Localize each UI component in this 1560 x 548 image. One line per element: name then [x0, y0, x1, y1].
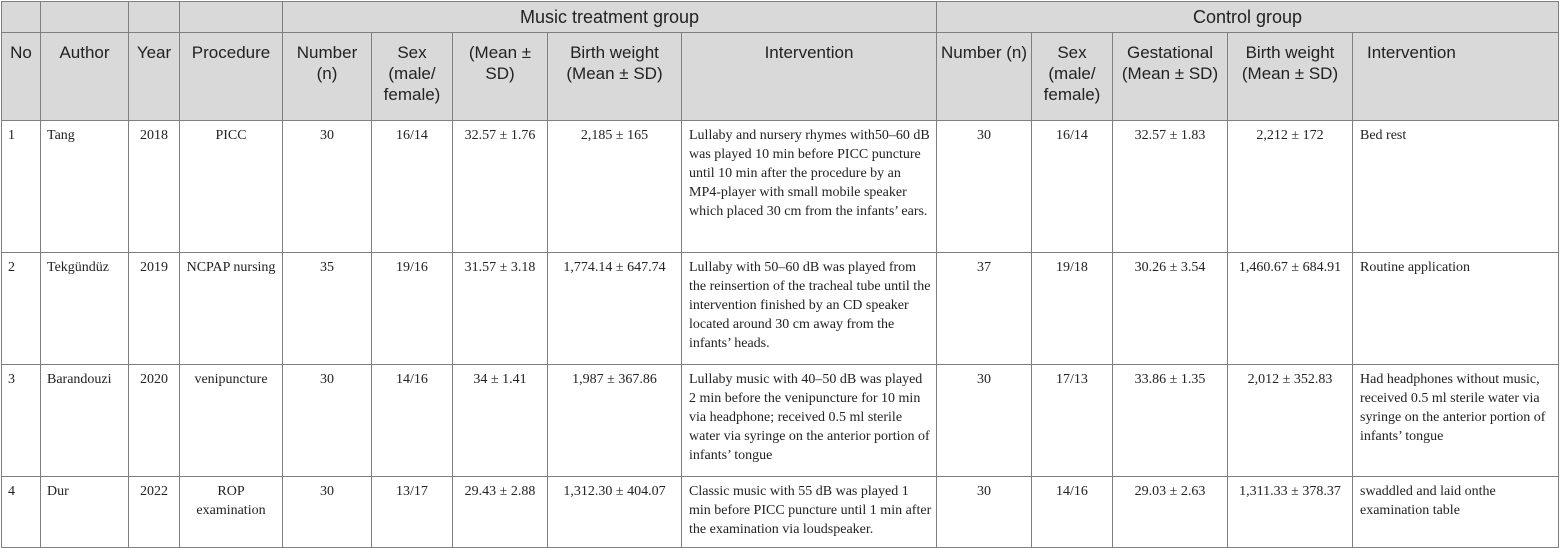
cell-year: 2018 — [129, 121, 180, 253]
cell-no: 4 — [2, 477, 41, 548]
cell-music-birth-weight: 1,774.14 ± 647.74 — [548, 253, 682, 365]
blank-header-year — [129, 2, 180, 33]
cell-year: 2019 — [129, 253, 180, 365]
col-header-music-sex: Sex (male/ female) — [372, 33, 453, 121]
cell-author: Barandouzi — [41, 365, 129, 477]
cell-control-number: 30 — [937, 477, 1032, 548]
cell-control-sex: 14/16 — [1032, 477, 1113, 548]
col-header-music-birth-weight: Birth weight (Mean ± SD) — [548, 33, 682, 121]
cell-music-sex: 13/17 — [372, 477, 453, 548]
cell-music-gestational: 31.57 ± 3.18 — [453, 253, 548, 365]
cell-music-sex: 14/16 — [372, 365, 453, 477]
col-header-author: Author — [41, 33, 129, 121]
cell-author: Tang — [41, 121, 129, 253]
col-header-year: Year — [129, 33, 180, 121]
cell-no: 2 — [2, 253, 41, 365]
table-row — [2, 365, 1559, 477]
cell-music-sex: 16/14 — [372, 121, 453, 253]
cell-music-number: 35 — [283, 253, 372, 365]
blank-header-procedure — [180, 2, 283, 33]
col-header-procedure: Procedure — [180, 33, 283, 121]
cell-control-intervention: Bed rest — [1353, 121, 1559, 253]
col-header-no: No — [2, 33, 41, 121]
cell-control-birth-weight: 1,311.33 ± 378.37 — [1228, 477, 1353, 548]
cell-music-gestational: 34 ± 1.41 — [453, 365, 548, 477]
col-header-control-sex: Sex (male/ female) — [1032, 33, 1113, 121]
group-header-row — [2, 2, 1559, 33]
cell-music-intervention: Classic music with 55 dB was played 1 min before PICC puncture until 1 min after the examination via loudspeaker. — [682, 477, 937, 548]
cell-year: 2022 — [129, 477, 180, 548]
cell-control-birth-weight: 2,012 ± 352.83 — [1228, 365, 1353, 477]
cell-control-birth-weight: 2,212 ± 172 — [1228, 121, 1353, 253]
cell-control-sex: 19/18 — [1032, 253, 1113, 365]
table-row — [2, 253, 1559, 365]
cell-control-gestational: 29.03 ± 2.63 — [1113, 477, 1228, 548]
cell-music-gestational: 32.57 ± 1.76 — [453, 121, 548, 253]
col-header-control-number: Number (n) — [937, 33, 1032, 121]
cell-control-number: 30 — [937, 121, 1032, 253]
table-row — [2, 121, 1559, 253]
study-characteristics-table — [1, 1, 1559, 548]
col-header-music-gestational: (Mean ± SD) — [453, 33, 548, 121]
cell-music-intervention: Lullaby with 50–60 dB was played from the reinsertion of the tracheal tube until the intervention finished by an CD speaker located around 30 cm away from the infants’ heads. — [682, 253, 937, 365]
cell-procedure: PICC — [180, 121, 283, 253]
cell-music-sex: 19/16 — [372, 253, 453, 365]
cell-music-number: 30 — [283, 477, 372, 548]
cell-year: 2020 — [129, 365, 180, 477]
cell-control-birth-weight: 1,460.67 ± 684.91 — [1228, 253, 1353, 365]
column-header-row — [2, 33, 1559, 121]
cell-author: Dur — [41, 477, 129, 548]
cell-music-intervention: Lullaby and nursery rhymes with50–60 dB was played 10 min before PICC puncture until 10 min after the procedure by an MP4-player with small mobile speaker which placed 30 cm from the infants’ ears. — [682, 121, 937, 253]
cell-control-number: 30 — [937, 365, 1032, 477]
cell-control-gestational: 33.86 ± 1.35 — [1113, 365, 1228, 477]
cell-control-number: 37 — [937, 253, 1032, 365]
cell-control-gestational: 30.26 ± 3.54 — [1113, 253, 1228, 365]
cell-music-intervention: Lullaby music with 40–50 dB was played 2 min before the venipuncture for 10 min via headphone; received 0.5 ml sterile water via syringe on the anterior portion of infants’ tongue — [682, 365, 937, 477]
cell-control-sex: 16/14 — [1032, 121, 1113, 253]
col-header-music-intervention: Intervention — [682, 33, 937, 121]
cell-music-birth-weight: 2,185 ± 165 — [548, 121, 682, 253]
col-header-control-gestational: Gestational (Mean ± SD) — [1113, 33, 1228, 121]
cell-control-intervention: swaddled and laid onthe examination table — [1353, 477, 1559, 548]
cell-procedure: ROP examination — [180, 477, 283, 548]
col-header-control-birth-weight: Birth weight (Mean ± SD) — [1228, 33, 1353, 121]
blank-header-no — [2, 2, 41, 33]
cell-procedure: NCPAP nursing — [180, 253, 283, 365]
cell-music-birth-weight: 1,312.30 ± 404.07 — [548, 477, 682, 548]
control-group-header: Control group — [937, 2, 1559, 33]
cell-author: Tekgündüz — [41, 253, 129, 365]
cell-music-number: 30 — [283, 121, 372, 253]
cell-procedure: venipuncture — [180, 365, 283, 477]
cell-music-birth-weight: 1,987 ± 367.86 — [548, 365, 682, 477]
col-header-control-intervention: Intervention — [1353, 33, 1559, 121]
col-header-music-number: Number (n) — [283, 33, 372, 121]
cell-control-sex: 17/13 — [1032, 365, 1113, 477]
table-row — [2, 477, 1559, 548]
cell-control-intervention: Had headphones without music, received 0.5 ml sterile water via syringe on the anterior portion of infants’ tongue — [1353, 365, 1559, 477]
cell-music-number: 30 — [283, 365, 372, 477]
blank-header-author — [41, 2, 129, 33]
cell-music-gestational: 29.43 ± 2.88 — [453, 477, 548, 548]
cell-control-intervention: Routine application — [1353, 253, 1559, 365]
music-group-header: Music treatment group — [283, 2, 937, 33]
cell-no: 3 — [2, 365, 41, 477]
cell-control-gestational: 32.57 ± 1.83 — [1113, 121, 1228, 253]
cell-no: 1 — [2, 121, 41, 253]
